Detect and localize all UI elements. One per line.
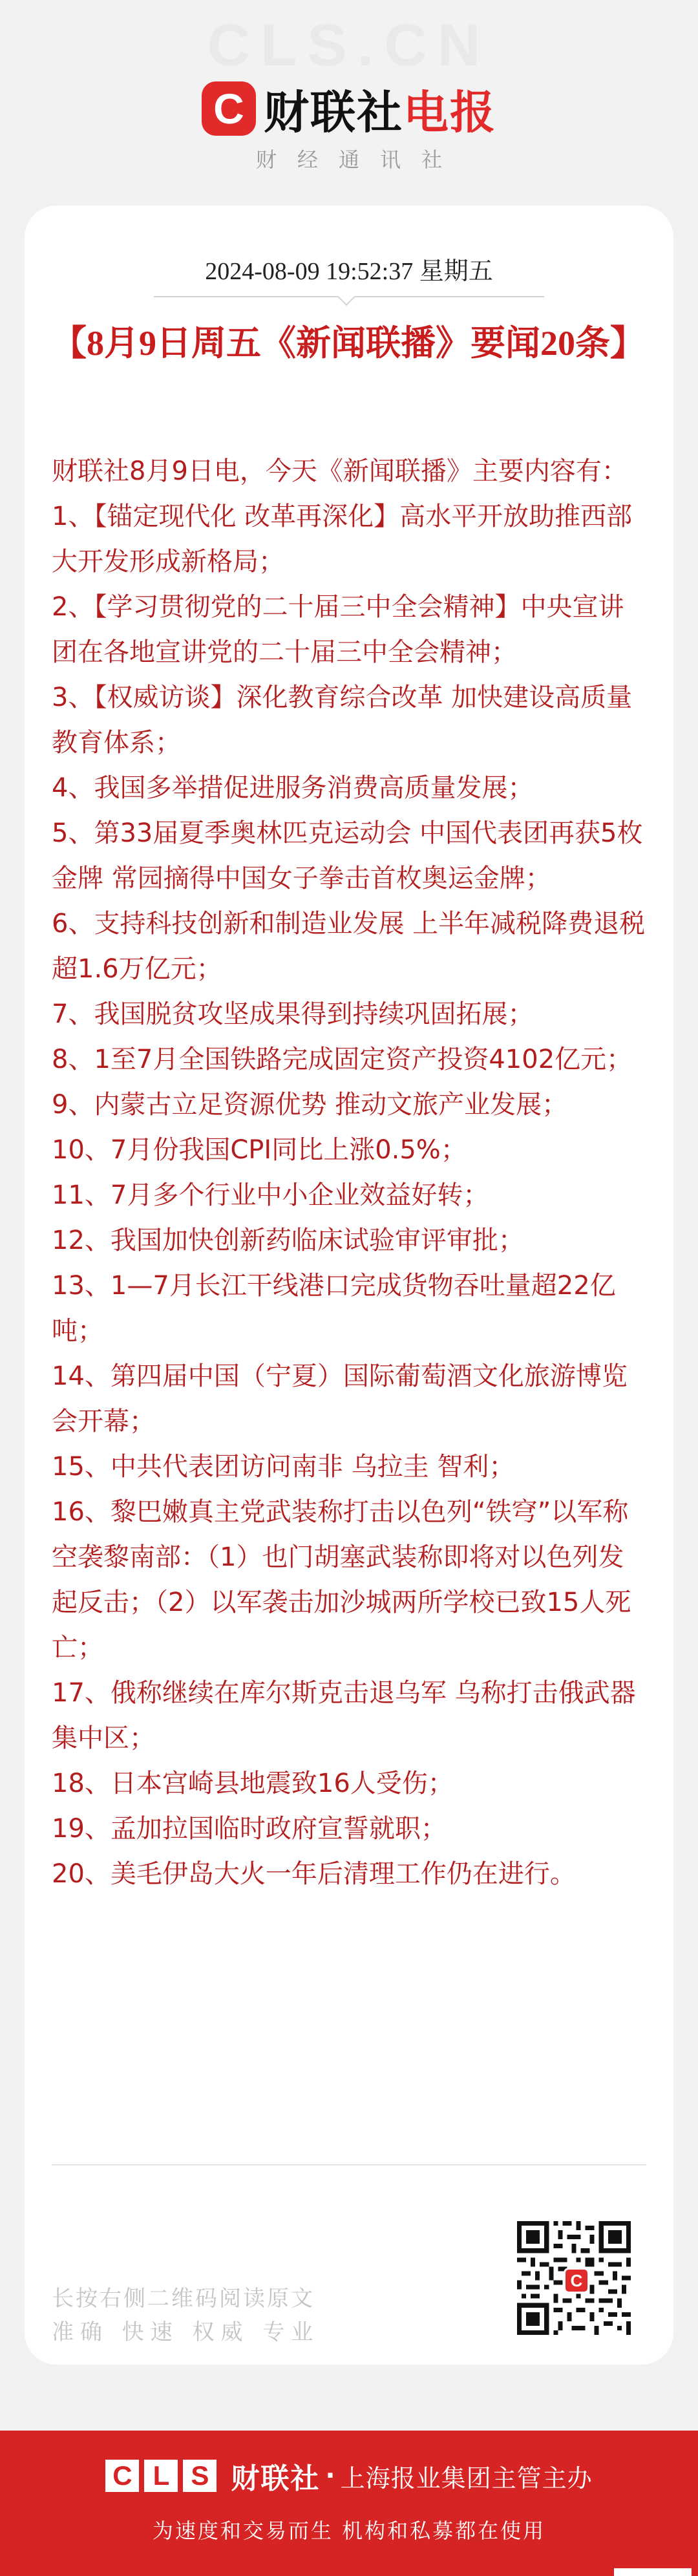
news-item: 11、7月多个行业中小企业效益好转；: [52, 1180, 489, 1210]
footer-slogan: 准确 快速 权威 专业: [52, 2319, 320, 2345]
cls-logo-icon: [202, 81, 256, 136]
article-body: [52, 449, 646, 1897]
news-item: 3、【权威访谈】深化教育综合改革 加快建设高质量教育体系；: [52, 683, 633, 758]
news-item: 13、1—7月长江干线港口完成货物吞吐量超22亿吨；: [52, 1271, 616, 1346]
news-item: 9、内蒙古立足资源优势 推动文旅产业发展；: [52, 1090, 568, 1120]
bottom-banner: [0, 2431, 698, 2576]
news-item: 18、日本宫崎县地震致16人受伤；: [52, 1769, 454, 1798]
banner-organization: 上海报业集团主管主办: [340, 2464, 593, 2493]
footer-divider: [52, 2164, 646, 2166]
datetime-caret: [337, 288, 355, 306]
news-item: 10、7月份我国CPI同比上涨0.5%；: [52, 1135, 467, 1165]
news-item: 15、中共代表团访问南非 乌拉圭 智利；: [52, 1452, 515, 1482]
news-item: 1、【锚定现代化 改革再深化】高水平开放助推西部大开发形成新格局；: [52, 502, 633, 577]
cls-letter: L: [144, 2460, 178, 2492]
cls-letter: S: [183, 2460, 217, 2492]
qr-hint: 长按右侧二维码阅读原文: [52, 2286, 315, 2312]
banner-brand-row: [0, 2455, 698, 2496]
brand-logo: [0, 76, 698, 141]
article-title: 【8月9日周五《新闻联播》要闻20条】: [52, 324, 645, 363]
banner-tagline: 为速度和交易而生 机构和私募都在使用: [152, 2518, 546, 2543]
brand-name: 财联社: [264, 85, 403, 139]
cls-watermark: CLS.CN: [207, 12, 491, 78]
news-item: 2、【学习贯彻党的二十届三中全会精神】中央宣讲团在各地宣讲党的二十届三中全会精神；: [52, 592, 624, 667]
news-item: 8、1至7月全国铁路完成固定资产投资4102亿元；: [52, 1045, 633, 1074]
banner-edge-strip: [614, 2568, 692, 2576]
logo-letter: C: [213, 85, 244, 133]
article-card: [25, 206, 673, 2365]
cls-letter: C: [105, 2460, 139, 2492]
brand-subtitle: 财经通讯社: [255, 147, 463, 172]
news-item: 5、第33届夏季奥林匹克运动会 中国代表团再获5枚金牌 常园摘得中国女子拳击首枚奥运金牌；: [52, 818, 643, 893]
qr-logo-icon: C: [564, 2268, 589, 2294]
news-item: 4、我国多举措促进服务消费高质量发展；: [52, 773, 534, 803]
article-intro: 财联社8月9日电，今天《新闻联播》主要内容有：: [52, 456, 628, 486]
news-item: 14、第四届中国（宁夏）国际葡萄酒文化旅游博览会开幕；: [52, 1361, 628, 1436]
news-item: 20、美毛伊岛大火一年后清理工作仍在进行。: [52, 1859, 576, 1889]
banner-separator: ·: [325, 2461, 335, 2491]
news-item: 17、俄称继续在库尔斯克击退乌军 乌称打击俄武器集中区；: [52, 1678, 636, 1753]
qr-code[interactable]: [517, 2221, 631, 2335]
news-item: 19、孟加拉国临时政府宣誓就职；: [52, 1814, 447, 1844]
brand-name-highlight: 电报: [403, 85, 496, 139]
news-item: 6、支持科技创新和制造业发展 上半年减税降费退税超1.6万亿元；: [52, 909, 646, 984]
publish-datetime: 2024-08-09 19:52:37 星期五: [205, 258, 493, 285]
news-item: 16、黎巴嫩真主党武装称打击以色列“铁穹”以军称空袭黎南部：（1）也门胡塞武装称即将对以色列发起反击；（2）以军袭击加沙城两所学校已致15人死亡；: [52, 1497, 631, 1663]
news-item: 12、我国加快创新药临床试验审评审批；: [52, 1226, 524, 1255]
cls-letters-logo: [105, 2460, 222, 2492]
banner-brand-name: 财联社: [231, 2462, 321, 2495]
news-item: 7、我国脱贫攻坚成果得到持续巩固拓展；: [52, 999, 534, 1029]
